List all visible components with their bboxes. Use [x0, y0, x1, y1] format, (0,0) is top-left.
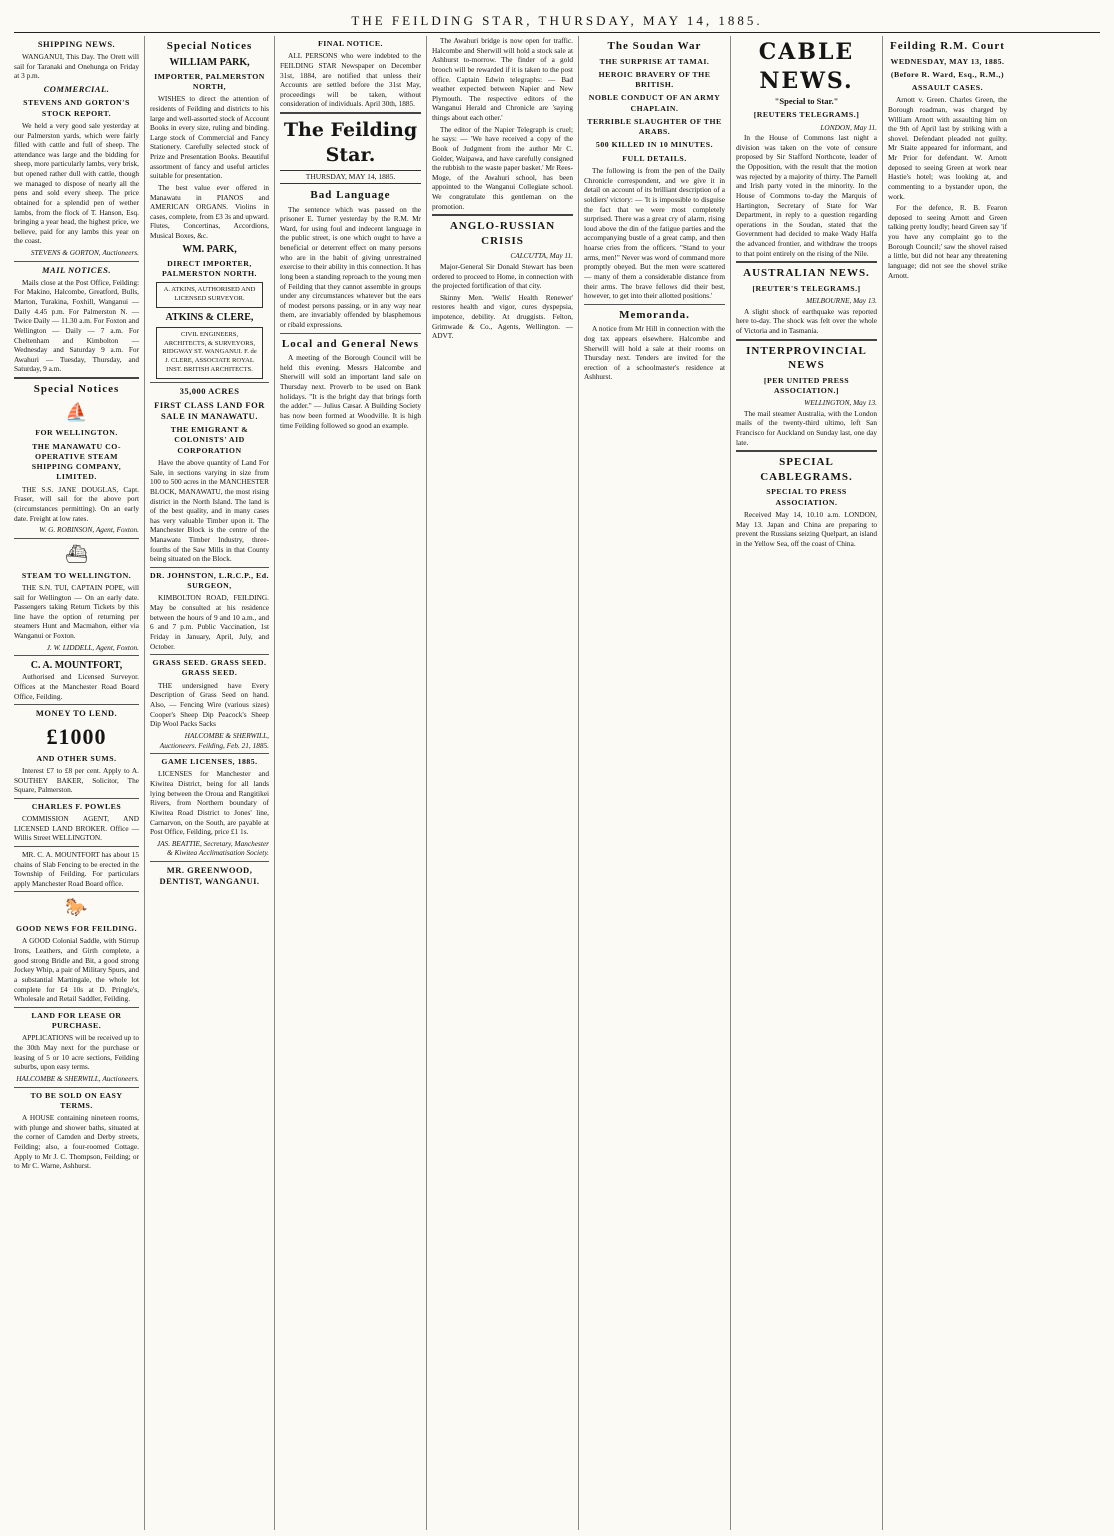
money-heading: MONEY TO LEND.	[35, 708, 118, 719]
column-3	[274, 36, 426, 1530]
australian-text: A slight shock of earthquake was reported here to-day. The shock was felt over the whole of Victoria and in Tasmania.	[736, 306, 877, 335]
crisis-heading: ANGLO-RUSSIAN CRISIS	[449, 220, 556, 247]
steam-company-text: THE S.S. JANE DOUGLAS, Capt. Fraser, will sail for the above port (circumstances permitting). On an early date. Freight at low rates.	[14, 484, 139, 523]
advert-text: Skinny Men. 'Wells' Health Renewer' restores health and vigor, cures dyspepsia, impotence, debility. At druggists. Felton, Grimwade & Co., Agents, Wellington. — ADVT.	[432, 292, 573, 341]
column-6	[730, 36, 882, 1530]
paper-title: The Feilding Star.	[283, 119, 418, 167]
column-7	[882, 36, 1012, 1530]
park-signature: WM. PARK,	[182, 243, 237, 255]
war-sub-3: NOBLE CONDUCT OF AN ARMY CHAPLAIN.	[588, 93, 721, 113]
park-text: WISHES to direct the attention of residents of Feilding and districts to his large and well-assorted stock of Account Books in every size, ruling and binding. Large stock of Commercial and Fancy Stationery. Carefully selected stock of Prize and Presentation Books. Beautiful assortment of fancy and useful articles suitable for presentation.	[150, 94, 269, 181]
memoranda-heading: Memoranda.	[619, 308, 690, 321]
mountfort-fencing-text: MR. C. A. MOUNTFORT has about 15 chains of Slab Fencing to be erected in the Township of Feilding. For particulars apply Manchester Road Board office.	[14, 849, 139, 888]
steam-company-signature: W. G. ROBINSON, Agent, Foxton.	[39, 525, 139, 535]
cable-news-tag: [REUTERS TELEGRAMS.]	[753, 110, 860, 120]
first-class-heading: FIRST CLASS LAND FOR SALE IN MANAWATU.	[154, 399, 265, 421]
steam-company-heading: THE MANAWATU CO-OPERATIVE STEAM SHIPPING COMPANY, LIMITED.	[31, 441, 122, 482]
interprovincial-tag: [PER UNITED PRESS ASSOCIATION.]	[763, 375, 850, 395]
cable-dateline: LONDON, May 11.	[820, 122, 877, 132]
park-sub: IMPORTER, PALMERSTON NORTH,	[154, 71, 265, 91]
land-lease-heading: LAND FOR LEASE OR PURCHASE.	[31, 1010, 122, 1031]
for-wellington-heading: FOR WELLINGTON.	[35, 428, 118, 438]
money-text: Interest £7 to £8 per cent. Apply to A. SOUTHEY BAKER, Solicitor, The Square, Palmerston.	[14, 765, 139, 795]
good-news-text: A GOOD Colonial Saddle, with Stirrup Irons, Leathers, and Girth complete, a good strong Bridle and Bit, a good strong Jockey Whip, a pair of Military Spurs, and a substantial Martingale, the whole lot complete for £4 10s at D. Pringle's, Wholesale and Retail Saddler, Feilding.	[14, 936, 139, 1004]
steamer-icon: ⛴	[65, 543, 88, 564]
war-sub-6: FULL DETAILS.	[622, 153, 687, 163]
soudan-war-heading: The Soudan War	[607, 40, 702, 52]
special-notices-heading-2: Special Notices	[166, 40, 253, 52]
mountfort-name: C. A. MOUNTFORT,	[30, 660, 123, 672]
interprovincial-text: The mail steamer Australia, with the London mails of the twenty-third ultimo, left San Francisco for Auckland on Sunday last, one day late.	[736, 408, 877, 447]
column-5	[578, 36, 730, 1530]
bad-language-text: The sentence which was passed on the prisoner E. Turner yesterday by the R.M. Mr Ward, for using foul and indecent language in the public street, is one which ought to have a beneficial or deterrent effect on many persons who are in the habit of giving unrestrained exercise to their ability in this connection. It has long been a standing reproach to the young men of Feilding that they cannot assemble in groups under any circumstances whatever but the ears of modest persons passing, or in any way near them, are invariably offended by blasphemous or ribald expressions.	[280, 204, 421, 330]
war-sub-5: 500 KILLED IN 10 MINUTES.	[595, 140, 714, 150]
powles-text: COMMISSION AGENT, AND LICENSED LAND BROKER. Office — Willis Street WELLINGTON.	[14, 814, 139, 843]
cable-news-heading: CABLE NEWS.	[758, 39, 855, 95]
cable-news-sub: "Special to Star."	[774, 96, 839, 107]
stock-report-text: We held a very good sale yesterday at our Palmerston yards, which were fairly filled with cattle and full of sheep. The attendance was large and the bidding for sheep, more particularly lambs, very brisk, but opened rather dull with cattle, though we managed to dispose of nearly all the pens and sold every sheep. The price obtained for a splendid pen of wether lambs, from the flock of T. Hanson, Esq. bringing a year head, the highest price, we believe, paid for any lambs this year on the coast.	[14, 120, 139, 246]
johnston-heading: DR. JOHNSTON, L.R.C.P., Ed. SURGEON,	[150, 570, 269, 591]
emigrant-text: Have the above quantity of Land For Sale, in sections varying in size from 100 to 500 acres in the MANCHESTER BLOCK, MANAWATU, the most rising district in the North Island. The land is of the best quality, and in many cases has very valuable Timber upon it. The Manchester Block is the centre of the Manawatu Timber Industry, three-fourths of the Saw Mills in that County being situated on the Block.	[150, 458, 269, 564]
money-sub: AND OTHER SUMS.	[36, 753, 117, 763]
steam-wellington-heading: STEAM TO WELLINGTON.	[21, 570, 132, 580]
mail-notices-text: Mails close at the Post Office, Feilding: For Makino, Halcombe, Greatford, Bulls, Marton, Turakina, Foxhill, Wanganui — Daily 4.45 p.m. For Palmerston N. — Twice Daily — 11.30 a.m. For Foxton and Wellington — Daily — 7 a.m. For Cheltenham and Kimbolton — Wednesday and Saturday 9 a.m. For Awahuri — Tuesday, Thursday, and Saturday, 9 a.m.	[14, 277, 139, 374]
interprovincial-dateline: WELLINGTON, May 13.	[804, 398, 877, 408]
local-news-text: A meeting of the Borough Council will be held this evening. Messrs Halcombe and Sherwill will sold an important land sale on Thursday next. Proverb to be used on Bank holidays. "It is the bright day that brings forth the adder." — Julius Cæsar. A Building Society has now been formed at Woodville. It is high time Feilding followed so good an example.	[280, 353, 421, 430]
stock-report-signature: STEVENS & GORTON, Auctioneers.	[30, 248, 139, 257]
game-licenses-text: LICENSES for Manchester and Kiwitea District, being for all lands lying between the Oroua and Rangitikei Rivers, from Northern boundary of Kiwitea Road District to Jones' line, Carnarvon, on the South, are payable at Post Office, Feilding, price £1 1s.	[150, 769, 269, 837]
memoranda-text: A notice from Mr Hill in connection with the dog tax appears elsewhere. Halcombe and Sherwill will hold a sale at their rooms on Thursday next. Tenders are invited for the erection of a schoolmaster's residence at Ashhurst.	[584, 324, 725, 382]
greenwood-notice: MR. GREENWOOD, DENTIST, WANGANUI.	[159, 865, 260, 887]
paper-date: THURSDAY, MAY 14, 1885.	[280, 170, 421, 184]
court-cases: ASSAULT CASES.	[911, 83, 984, 93]
easy-terms-text: A HOUSE containing nineteen rooms, with plunge and shower baths, situated at the corner of Camden and Derby streets, Feilding; also, a four-roomed Cottage. Apply to Mr J. C. Thompson, Feilding; or to Mr C. Warne, Ashhurst.	[14, 1113, 139, 1171]
park-name: WILLIAM PARK,	[169, 56, 250, 68]
column-4	[426, 36, 578, 1530]
park-signature-sub: DIRECT IMPORTER, PALMERSTON NORTH.	[161, 258, 257, 279]
powles-name: CHARLES F. POWLES	[31, 801, 122, 811]
interprovincial-heading: INTERPROVINCIAL NEWS	[746, 344, 867, 372]
commercial-heading: COMMERCIAL.	[43, 84, 110, 95]
crisis-text: Major-General Sir Donald Stewart has been ordered to proceed to Home, in connection with the projected fortification of that city.	[432, 261, 573, 291]
atkins-clere-box: CIVIL ENGINEERS, ARCHITECTS, & SURVEYORS, RIDGWAY ST. WANGANUI. F. de J. CLERE, ASSOCIATE ROYAL INST. BRITISH ARCHITECTS.	[156, 327, 263, 379]
easy-terms-heading: TO BE SOLD ON EASY TERMS.	[30, 1090, 123, 1110]
saddle-icon: 🐎	[65, 897, 88, 918]
special-notices-heading: Special Notices	[33, 383, 120, 396]
column-2	[144, 36, 274, 1530]
mail-notices-heading: MAIL NOTICES.	[41, 264, 111, 275]
local-news-heading: Local and General News	[281, 337, 420, 350]
final-notice-text: ALL PERSONS who were indebted to the FEILDING STAR Newspaper on December 31st, 1884, are notified that unless their Accounts are settled before the 31st May, proceedings will be taken, without consideration of individuals. April 30th, 1885.	[280, 51, 421, 109]
special-cablegrams-heading: SPECIAL CABLEGRAMS.	[760, 456, 853, 483]
land-lease-text: APPLICATIONS will be received up to the 30th May next for the purchase or leasing of 5 or 10 acre sections, Feilding suburbs, upon easy terms.	[14, 1033, 139, 1072]
australian-news-heading: AUSTRALIAN NEWS.	[743, 267, 870, 280]
bad-language-heading: Bad Language	[310, 189, 391, 202]
local-items-mid: The editor of the Napier Telegraph is cruel; he says: — 'We have received a copy of the Book of Judgment from the author Mr C. Golder, Waipawa, and have carefully consigned the rubbish to the waste paper basket.' Mr Rees-Moge, of the Awahuri school, has been appointed to the Wanganui Collegiate school. We congratulate this gentleman on the promotion.	[432, 124, 573, 211]
park-text-2: The best value ever offered in Manawatu in PIANOS and AMERICAN ORGANS. Violins in cases, complete, from £3 3s and upward. Flutes, Concertinas, Accordions, Musical Boxes, &c.	[150, 182, 269, 241]
court-heading: Feilding R.M. Court	[890, 40, 1005, 52]
australian-dateline: MELBOURNE, May 13.	[806, 296, 877, 306]
grass-seed-signature: HALCOMBE & SHERWILL, Auctioneers. Feilding, Feb. 21, 1885.	[159, 730, 269, 750]
atkins-box: A. ATKINS, AUTHORISED AND LICENSED SURVEYOR.	[156, 282, 263, 307]
court-sub: (Before R. Ward, Esq., R.M.,)	[890, 69, 1005, 79]
war-sub-2: HEROIC BRAVERY OF THE BRITISH.	[598, 69, 711, 90]
steam-wellington-text: THE S.N. TUI, CAPTAIN POPE, will sail for Wellington — On an early date. Passengers taking Return Tickets by this line have the option of returning per steamers Hunt and Macmahon, either via Wanganui or Foxton.	[14, 582, 139, 641]
money-amount: £1000	[46, 723, 107, 749]
stock-report-heading: STEVENS AND GORTON'S STOCK REPORT.	[23, 98, 130, 118]
war-sub-1: THE SURPRISE AT TAMAI.	[599, 56, 710, 66]
columns	[14, 36, 1104, 1530]
special-cablegrams-tag: SPECIAL TO PRESS ASSOCIATION.	[766, 487, 847, 507]
special-cablegrams-text: Received May 14, 10.10 a.m. LONDON, May 13. Japan and China are preparing to prevent the Russians seizing Quelpart, an island in the Yellow Sea, off the coast of China.	[736, 509, 877, 548]
grass-seed-text: THE undersigned have Every Description of Grass Seed on hand. Also, — Fencing Wire (various sizes) Cooper's Sheep Dip Peacock's Sheep Dip Wool Packs Sacks	[150, 680, 269, 729]
shipping-text: WANGANUI, This Day. The Orett will sail for Taranaki and Onehunga on Friday at 3 p.m.	[14, 52, 139, 81]
court-text-2: For the defence, R. B. Fearon deposed to seeing Arnott and Green talking pretty loudly; heard Green say 'if you have any complaint go to the Borough Council;' saw the shovel raised a little, but did not hear any threatening language; did not see the shovel strike Arnott.	[888, 203, 1007, 280]
ship-icon: ⛵	[65, 401, 88, 422]
atkins-clere-name: ATKINS & CLERE,	[165, 311, 254, 323]
emigrant-heading: THE EMIGRANT & COLONISTS' AID CORPORATION	[170, 425, 249, 455]
acres-heading: 35,000 ACRES	[179, 385, 240, 396]
johnston-text: KIMBOLTON ROAD, FEILDING. May be consulted at his residence between the hours of 9 and 10 a.m., and 6 and 7 p.m. Public Vaccination, 1st Friday in January, April, July, and October.	[150, 593, 269, 651]
crisis-dateline: CALCUTTA, May 11.	[510, 251, 573, 261]
shipping-heading: SHIPPING NEWS.	[37, 39, 116, 49]
mountfort-text: Authorised and Licensed Surveyor. Offices at the Manchester Road Board Office, Feilding.	[14, 672, 139, 701]
grass-seed-heading: GRASS SEED. GRASS SEED. GRASS SEED.	[152, 658, 267, 678]
game-licenses-heading: GAME LICENSES, 1885.	[161, 757, 258, 767]
land-lease-signature: HALCOMBE & SHERWILL, Auctioneers.	[16, 1073, 139, 1083]
good-news-heading: GOOD NEWS FOR FEILDING.	[15, 924, 138, 934]
final-notice-heading: FINAL NOTICE.	[318, 39, 383, 48]
game-licenses-signature: JAS. BEATTIE, Secretary, Manchester & Kiwitea Acclimatisation Society.	[156, 838, 269, 858]
steam-wellington-signature: J. W. LIDDELL, Agent, Foxton.	[46, 642, 139, 652]
court-text: Arnott v. Green. Charles Green, the Borough roadman, was charged by William Arnott with assaulting him on the 9th of April last by striking with a shovel. Defendant pleaded not guilty. Mr Staite appeared for informant, and Mr Prior for defendant. W. Arnott deposed to seeing Green at work near Hastie's hotel; was looking at, and commenting to a bystander upon, the work.	[888, 95, 1007, 201]
war-text: The following is from the pen of the Daily Chronicle correspondent, and we give it in detail on account of its brilliant description of a soldiers' victory: — 'It is impossible to disguise the fact that we were most completely surprised. There was a great cry of alarm, rising loud above the din of the fatigue parties and the accompanying bustle of a great camp, and then hoarse cries from the officers. "Stand to your arms, men!" Never was word of command more promptly obeyed. But the men were scattered — many of them a considerable distance from their arms. The brave fellows did their best, however, to get into their allotted positions.'	[584, 166, 725, 301]
page-masthead: THE FEILDING STAR, THURSDAY, MAY 14, 1885.	[14, 10, 1100, 33]
cable-text: In the House of Commons last night a division was taken on the vote of censure proposed by Sir Stafford Northcote, leader of the Opposition, with the result that the motion was rejected by a majority of thirty. The Parnell and Irish party voted in the minority. In the House of Commons to-day the Marquis of Hartington, Secretary of State for War Department, in reply to a question regarding operations in the Soudan, stated that the Government had decided to make Wady Halfa the advanced frontier, and withdraw the troops to that point entirely on the rising of the Nile.	[736, 133, 877, 258]
local-items-top: The Awahuri bridge is now open for traffic. Halcombe and Sherwill will hold a stock sale at Ashhurst to-morrow. The finder of a gold brooch will be rewarded if it is taken to the post office. Captain Edwin telegraphs: — Bad weather expected between Napier and New Plymouth. The respective editors of the Wanganui Herald and Chronicle are 'saying things about each other.'	[432, 36, 573, 122]
column-1	[14, 36, 144, 1530]
australian-tag: [REUTER'S TELEGRAMS.]	[752, 283, 861, 293]
court-date: WEDNESDAY, MAY 13, 1885.	[890, 56, 1005, 66]
war-sub-4: TERRIBLE SLAUGHTER OF THE ARABS.	[587, 116, 722, 137]
